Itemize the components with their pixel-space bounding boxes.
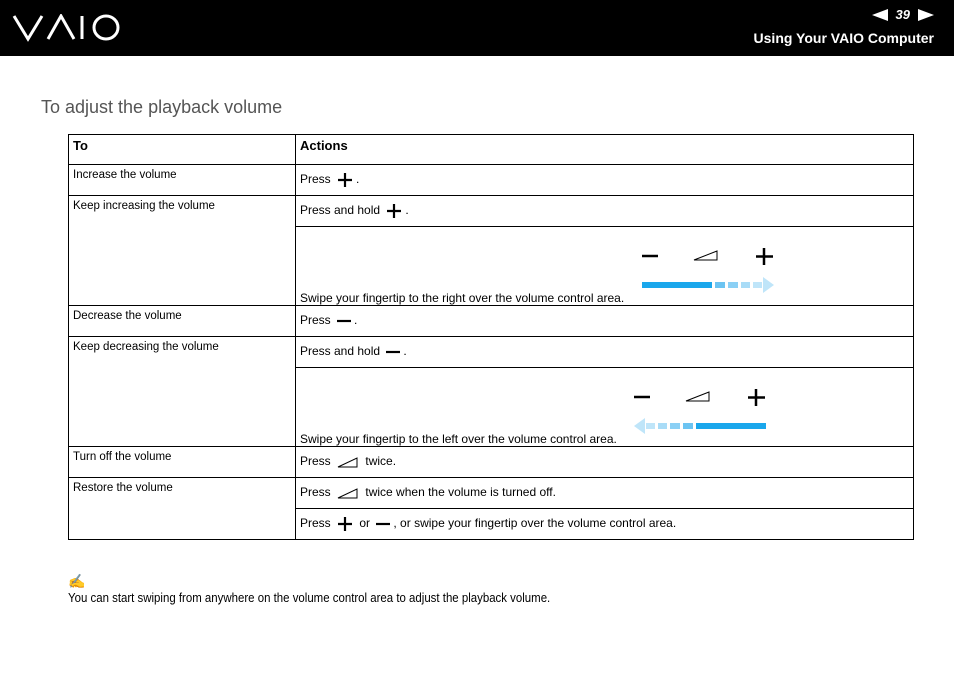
volume-wedge-icon — [686, 392, 709, 401]
action-text: or — [359, 516, 371, 531]
row-action-cell — [296, 447, 914, 478]
page-number: 39 — [895, 7, 910, 22]
row-to-cell: Keep decreasing the volume — [69, 337, 296, 447]
action-text: Swipe your fingertip to the right over the volume control area. — [300, 291, 625, 305]
plus-icon — [337, 516, 353, 532]
row-action-cell — [296, 227, 914, 306]
minus-icon — [386, 347, 400, 357]
plus-icon — [386, 203, 402, 219]
action-text: Press — [300, 172, 331, 187]
action-text: Swipe your fingertip to the left over the volume control area. — [300, 432, 617, 446]
note-block — [68, 574, 616, 605]
row-action-cell — [296, 165, 914, 196]
volume-wedge-icon — [337, 456, 359, 468]
action-text: . — [356, 172, 360, 187]
prev-page-arrow-icon[interactable] — [872, 9, 888, 21]
action-text: , or swipe your fingertip over the volume control area. — [393, 516, 677, 531]
row-action-cell — [296, 337, 914, 368]
action-text: Press and hold — [300, 203, 381, 218]
plus-icon — [748, 389, 765, 406]
action-text: Press — [300, 454, 331, 468]
action-text: Press — [300, 485, 331, 499]
action-text: Press — [300, 313, 331, 327]
swipe-left-diagram — [634, 389, 774, 435]
action-text: Press and hold — [300, 344, 381, 358]
page-navigation — [872, 7, 934, 22]
plus-icon — [756, 248, 773, 265]
table-row — [69, 447, 914, 478]
row-to-cell: Restore the volume — [69, 478, 296, 540]
table-row — [69, 165, 914, 196]
plus-icon — [337, 172, 353, 188]
page-heading: To adjust the playback volume — [41, 97, 283, 117]
row-action-cell — [296, 478, 914, 509]
pencil-note-icon: ✍ — [68, 573, 86, 589]
action-text: twice when the volume is turned off. — [365, 485, 556, 499]
next-page-arrow-icon[interactable] — [918, 9, 934, 21]
volume-wedge-icon — [337, 487, 359, 499]
table-row — [69, 478, 914, 509]
table-row — [69, 306, 914, 337]
row-action-cell — [296, 368, 914, 447]
row-to-cell: Decrease the volume — [69, 306, 296, 337]
column-header-to: To — [69, 135, 296, 165]
table-row — [69, 337, 914, 368]
row-to-cell: Keep increasing the volume — [69, 196, 296, 306]
row-action-cell — [296, 306, 914, 337]
action-text: . — [403, 344, 407, 358]
action-text: . — [354, 313, 358, 327]
column-header-actions: Actions — [296, 135, 914, 165]
section-title: Using Your VAIO Computer — [753, 30, 934, 46]
action-text: twice. — [365, 454, 397, 468]
row-action-cell — [296, 196, 914, 227]
row-to-cell: Turn off the volume — [69, 447, 296, 478]
header-bar — [0, 0, 954, 56]
action-text: . — [405, 203, 409, 218]
swipe-right-diagram — [642, 248, 782, 294]
volume-actions-table — [68, 134, 914, 540]
vaio-logo — [12, 14, 122, 42]
minus-icon — [376, 519, 390, 529]
note-text: You can start swiping from anywhere on the volume control area to adjust the playback volume. — [68, 590, 551, 605]
action-text: Press — [300, 516, 331, 531]
minus-icon — [337, 316, 351, 326]
row-action-cell — [296, 509, 914, 540]
table-row — [69, 196, 914, 227]
table-header-row — [69, 135, 914, 165]
row-to-cell: Increase the volume — [69, 165, 296, 196]
volume-wedge-icon — [694, 251, 717, 260]
